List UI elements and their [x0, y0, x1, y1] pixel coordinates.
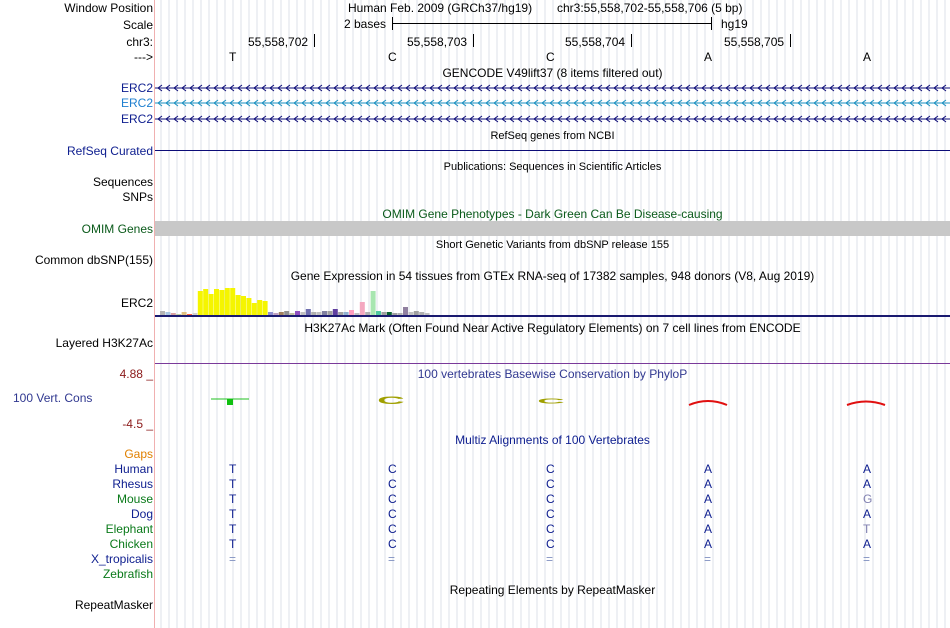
coord-2-tick [473, 34, 474, 47]
h3k27-track-title[interactable]: H3K27Ac Mark (Often Found Near Active Regulatory Elements) on 7 cell lines from ENCODE [304, 321, 801, 335]
gtex-bar[interactable] [279, 312, 284, 315]
species-base: C [388, 492, 397, 506]
gtex-bar[interactable] [246, 298, 251, 315]
gtex-bar[interactable] [381, 312, 386, 315]
gtex-bar[interactable] [419, 312, 424, 315]
refseq-track-title[interactable]: RefSeq genes from NCBI [490, 130, 615, 142]
species-base: A [863, 477, 872, 491]
omim-label[interactable]: OMIM Genes [81, 222, 153, 236]
species-base: T [229, 522, 237, 536]
species-base: T [229, 507, 237, 521]
species-base: = [388, 552, 396, 566]
coord-4: 55,558,705 [724, 35, 785, 49]
cons-track-title[interactable]: 100 vertebrates Basewise Conservation by PhyloP [417, 367, 688, 381]
gtex-bar[interactable] [209, 294, 214, 315]
species-base: T [229, 462, 237, 476]
pubs-label-sequences[interactable]: Sequences [92, 175, 153, 189]
species-base: C [388, 477, 397, 491]
multiz-track-title[interactable]: Multiz Alignments of 100 Vertebrates [455, 433, 650, 447]
scale-label: Scale [122, 18, 153, 32]
species-base: T [229, 537, 237, 551]
species-label[interactable]: X_tropicalis [90, 552, 153, 566]
coord-3: 55,558,704 [565, 35, 626, 49]
species-base: T [229, 477, 237, 491]
gtex-bar[interactable] [371, 291, 376, 315]
gtex-bar[interactable] [425, 313, 430, 315]
assembly-text: Human Feb. 2009 (GRCh37/hg19) [348, 1, 533, 15]
species-base: C [388, 522, 397, 536]
gtex-bar[interactable] [365, 312, 370, 315]
species-base: = [863, 552, 871, 566]
species-base: C [546, 477, 555, 491]
gtex-bar[interactable] [192, 313, 197, 315]
gtex-bar[interactable] [349, 310, 354, 315]
gtex-bar[interactable] [203, 289, 208, 315]
gtex-bar[interactable] [408, 312, 413, 315]
window-position-label: Window Position [64, 1, 153, 15]
gtex-bar[interactable] [268, 312, 273, 315]
cons-logo-T [227, 399, 233, 405]
species-base: A [704, 477, 713, 491]
gtex-bar[interactable] [338, 312, 343, 315]
gtex-bar[interactable] [306, 309, 311, 315]
gtex-bar[interactable] [187, 314, 192, 315]
omim-track-title[interactable]: OMIM Gene Phenotypes - Dark Green Can Be Disease-causing [382, 207, 723, 221]
h3k27-baseline [155, 363, 950, 364]
chrom-label: chr3: [126, 35, 153, 49]
species-label[interactable]: Mouse [116, 492, 153, 506]
species-base: C [388, 462, 397, 476]
gtex-bar[interactable] [219, 290, 224, 315]
species-label[interactable]: Zebrafish [102, 567, 153, 581]
gtex-bar[interactable] [327, 311, 332, 315]
species-base: C [546, 522, 555, 536]
scale-db: hg19 [721, 17, 748, 31]
scale-bar-left-tick [392, 17, 393, 30]
coord-2: 55,558,703 [407, 35, 468, 49]
gtex-barchart[interactable] [155, 284, 950, 318]
cons-label[interactable]: 100 Vert. Cons [13, 391, 93, 405]
cons-logo-C1: C [377, 393, 405, 407]
coord-3-tick [631, 34, 632, 47]
refseq-feature[interactable] [155, 150, 950, 151]
gtex-bar[interactable] [241, 296, 246, 315]
coord-4-tick [790, 34, 791, 47]
gtex-bar[interactable] [354, 313, 359, 315]
gtex-bar[interactable] [392, 313, 397, 315]
species-base: C [546, 492, 555, 506]
gtex-bar[interactable] [160, 311, 165, 315]
scale-text: 2 bases [344, 17, 387, 31]
species-label[interactable]: Chicken [109, 537, 153, 551]
gtex-bar[interactable] [284, 311, 289, 315]
coord-1-tick [314, 34, 315, 47]
gencode-item-2[interactable]: ERC2 [120, 96, 153, 110]
gtex-bar[interactable] [225, 288, 230, 315]
species-base: = [546, 552, 554, 566]
gencode-item-1[interactable]: ERC2 [120, 81, 153, 95]
gtex-bar[interactable] [273, 313, 278, 315]
species-base: A [704, 492, 713, 506]
base-4: A [704, 50, 713, 64]
cons-logo[interactable] [155, 390, 950, 412]
gtex-bar[interactable] [333, 309, 338, 315]
gtex-bar[interactable] [414, 311, 419, 315]
species-label[interactable]: Rhesus [112, 477, 153, 491]
gtex-bar[interactable] [230, 288, 235, 315]
cons-max-label: 4.88 _ [119, 367, 153, 381]
position-text: chr3:55,558,702-55,558,706 (5 bp) [557, 1, 743, 15]
gtex-bar[interactable] [387, 312, 392, 315]
species-label[interactable]: Elephant [105, 522, 153, 536]
gtex-label[interactable]: ERC2 [120, 296, 153, 310]
species-base: G [863, 492, 873, 506]
base-5: A [863, 50, 872, 64]
gtex-bar[interactable] [360, 302, 365, 315]
species-base: C [546, 537, 555, 551]
dbsnp-track-title[interactable]: Short Genetic Variants from dbSNP release 155 [435, 239, 670, 251]
species-base: A [704, 522, 713, 536]
gtex-bar[interactable] [252, 303, 257, 315]
gtex-bar[interactable] [236, 295, 241, 315]
gencode-item-3[interactable]: ERC2 [120, 112, 153, 126]
gtex-track-title[interactable]: Gene Expression in 54 tissues from GTEx RNA-seq of 17382 samples, 948 donors (V8, Aug 2019) [290, 269, 815, 283]
base-2: C [388, 50, 397, 64]
base-1: T [229, 50, 237, 64]
species-base: C [388, 537, 397, 551]
dbsnp-label[interactable]: Common dbSNP(155) [34, 253, 153, 267]
gtex-bar[interactable] [214, 289, 219, 315]
h3k27-label[interactable]: Layered H3K27Ac [55, 336, 153, 350]
repeat-track-title[interactable]: Repeating Elements by RepeatMasker [449, 583, 656, 597]
scale-bar [392, 23, 711, 24]
gtex-bar[interactable] [198, 291, 203, 315]
species-label[interactable]: Dog [130, 507, 153, 521]
cons-logo-A1 [689, 401, 727, 405]
gtex-bar[interactable] [263, 301, 268, 315]
cons-min-label: -4.5 _ [122, 417, 153, 431]
gtex-bar[interactable] [295, 311, 300, 315]
species-base: C [546, 507, 555, 521]
species-base: = [229, 552, 237, 566]
species-base: C [388, 507, 397, 521]
species-base: A [704, 462, 713, 476]
gtex-bar[interactable] [176, 314, 181, 315]
species-base: A [704, 537, 713, 551]
gtex-bar[interactable] [165, 312, 170, 315]
gtex-bar[interactable] [322, 311, 327, 315]
species-base: A [863, 462, 872, 476]
gtex-bar[interactable] [317, 312, 322, 315]
scale-bar-right-tick [711, 17, 712, 30]
pubs-track-title[interactable]: Publications: Sequences in Scientific Articles [443, 161, 662, 173]
gtex-bar[interactable] [344, 312, 349, 315]
species-base: = [704, 552, 712, 566]
species-base: A [863, 537, 872, 551]
pubs-label-snps[interactable]: SNPs [122, 190, 153, 204]
species-base: T [229, 492, 237, 506]
gtex-bar[interactable] [171, 313, 176, 315]
omim-feature-bar[interactable] [155, 221, 950, 236]
gencode-features[interactable] [155, 81, 950, 126]
refseq-label[interactable]: RefSeq Curated [66, 144, 153, 158]
cons-logo-C2: C [537, 396, 565, 405]
gencode-track-title[interactable]: GENCODE V49lift37 (8 items filtered out) [442, 66, 663, 80]
gaps-label[interactable]: Gaps [124, 447, 153, 461]
strand-label: ---> [134, 50, 153, 64]
repeat-label[interactable]: RepeatMasker [74, 598, 153, 612]
cons-logo-A2 [847, 402, 885, 406]
species-base: C [546, 462, 555, 476]
gtex-bar[interactable] [403, 307, 408, 315]
gtex-bar[interactable] [311, 312, 316, 315]
gtex-bar[interactable] [398, 313, 403, 315]
coord-1: 55,558,702 [248, 35, 309, 49]
species-label[interactable]: Human [114, 462, 153, 476]
species-base: A [704, 507, 713, 521]
species-base: A [863, 507, 872, 521]
gtex-bar[interactable] [257, 300, 262, 315]
species-base: T [863, 522, 871, 536]
base-3: C [546, 50, 555, 64]
gtex-bar[interactable] [376, 311, 381, 315]
gtex-bar[interactable] [290, 313, 295, 315]
gtex-bar[interactable] [300, 312, 305, 315]
gtex-bar[interactable] [182, 312, 187, 315]
